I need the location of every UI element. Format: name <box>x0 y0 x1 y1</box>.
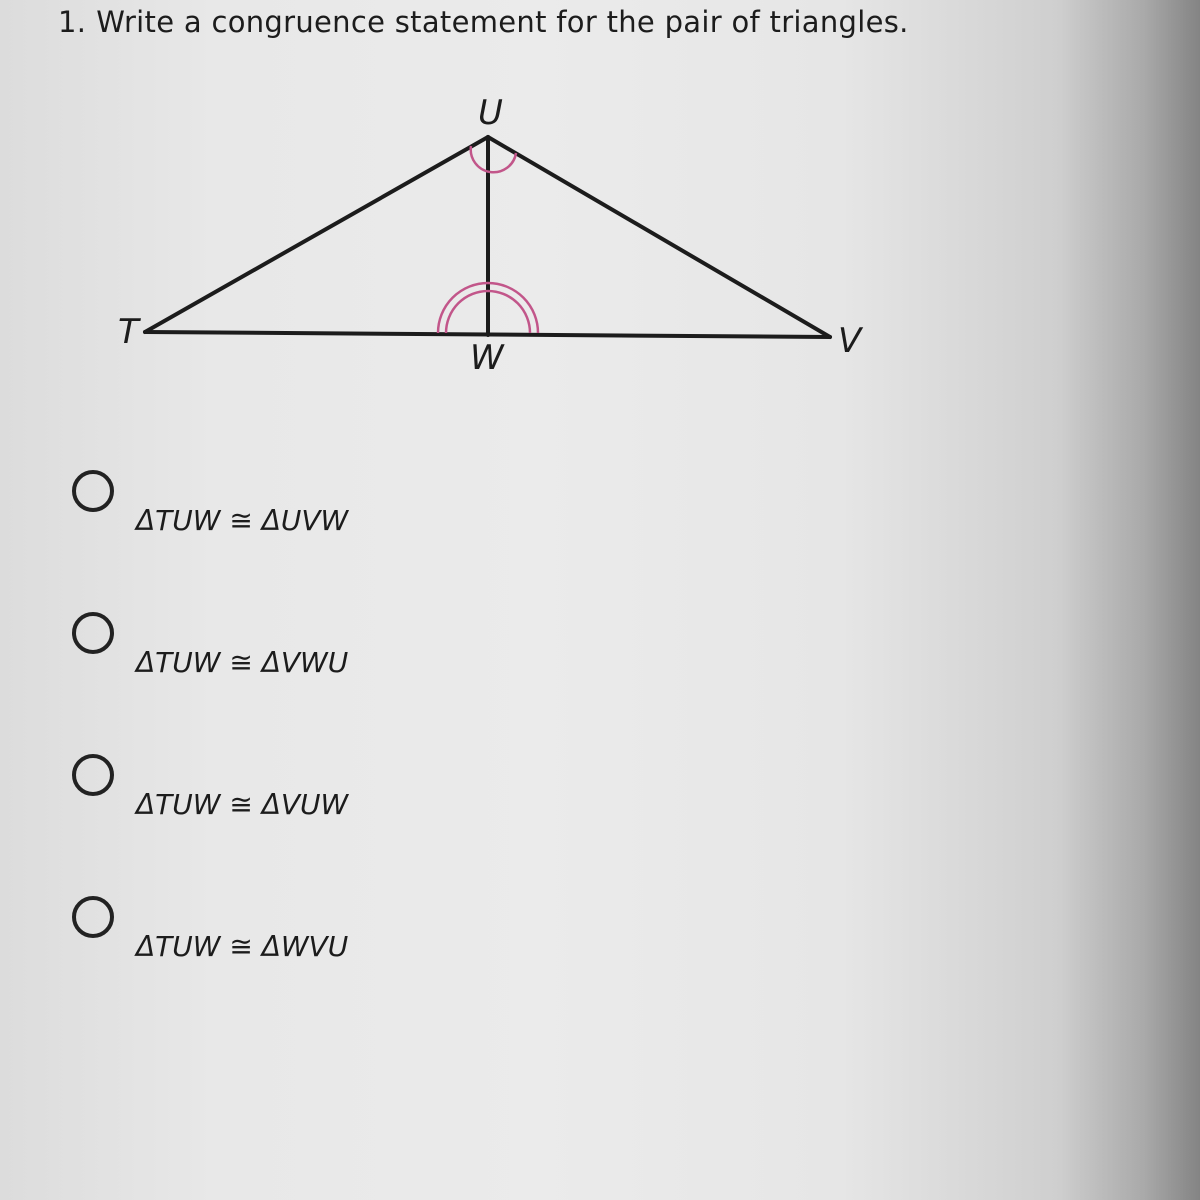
triangle-diagram <box>0 0 1200 400</box>
question-text: Write a congruence statement for the pair of triangles. <box>96 5 909 39</box>
answer-choice-b-label: ΔTUW ≅ ΔVWU <box>136 646 349 679</box>
radio-button-b[interactable] <box>72 612 114 654</box>
radio-button-c[interactable] <box>72 754 114 796</box>
vertex-label-u: U <box>478 93 503 133</box>
answer-choice-b[interactable] <box>68 612 468 692</box>
answer-choice-c-label: ΔTUW ≅ ΔVUW <box>136 788 349 821</box>
answer-choice-d[interactable] <box>68 896 468 976</box>
segment-tu <box>145 137 488 332</box>
radio-button-d[interactable] <box>72 896 114 938</box>
answer-choice-a[interactable] <box>68 470 468 550</box>
radio-button-a[interactable] <box>72 470 114 512</box>
answer-choice-d-label: ΔTUW ≅ ΔWVU <box>136 930 349 963</box>
vertex-label-w: W <box>470 338 504 378</box>
segment-uv <box>488 137 830 337</box>
vertex-label-t: T <box>118 312 139 352</box>
answer-choice-c[interactable] <box>68 754 468 834</box>
answer-choice-a-label: ΔTUW ≅ ΔUVW <box>136 504 349 537</box>
question-number: 1. <box>58 5 87 39</box>
vertex-label-v: V <box>838 321 862 361</box>
